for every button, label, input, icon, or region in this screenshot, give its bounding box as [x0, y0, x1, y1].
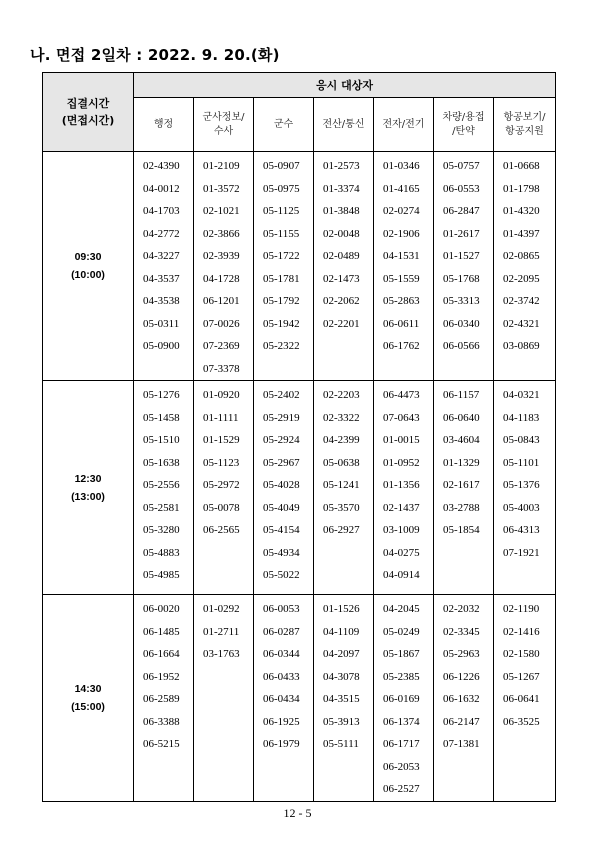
- applicant-id: 01-4320: [503, 205, 540, 217]
- applicant-id: 01-1329: [443, 456, 480, 469]
- applicant-id-cell: [194, 595, 254, 802]
- applicant-id: 06-0340: [443, 317, 480, 330]
- applicant-id: 01-1529: [203, 434, 240, 446]
- applicant-id: 06-0611: [383, 317, 420, 330]
- applicant-id: 06-1664: [143, 648, 180, 660]
- applicant-id: 06-0566: [443, 340, 480, 352]
- applicant-id: 05-4985: [143, 569, 180, 581]
- applicant-id: 05-2924: [263, 434, 300, 446]
- applicant-id: 02-3939: [203, 250, 240, 262]
- interview-schedule-table: [42, 72, 556, 802]
- applicant-id: 02-1437: [383, 501, 420, 514]
- applicant-id: 02-1021: [203, 205, 240, 217]
- applicant-id: 05-1854: [443, 524, 480, 536]
- applicant-id: 06-0169: [383, 693, 420, 705]
- applicant-id: 04-1703: [143, 205, 180, 217]
- applicant-id: 02-1473: [323, 272, 360, 285]
- applicant-id: 05-2385: [383, 670, 420, 683]
- applicant-id: 05-5111: [323, 738, 359, 750]
- applicant-id: 06-0344: [263, 648, 300, 660]
- applicant-id-cell: [374, 152, 434, 381]
- applicant-id: 06-2565: [203, 524, 240, 536]
- applicant-id-cell: [494, 381, 556, 595]
- applicant-id: 04-2097: [323, 648, 360, 660]
- applicant-id: 05-1276: [143, 389, 180, 401]
- applicant-id-cell: [314, 381, 374, 595]
- applicant-id: 06-0640: [443, 411, 480, 424]
- applicant-id: 05-1101: [503, 456, 540, 469]
- applicant-id: 03-0869: [503, 340, 540, 352]
- applicant-id: 02-1617: [443, 479, 480, 491]
- applicant-id: 06-0641: [503, 693, 540, 705]
- applicant-id: 05-1510: [143, 434, 180, 446]
- applicant-id: 05-2402: [263, 389, 300, 401]
- applicant-id: 05-0907: [263, 160, 300, 172]
- applicant-id: 01-1111: [203, 411, 239, 424]
- applicant-id: 05-2963: [443, 648, 480, 660]
- applicant-id: 05-5022: [263, 569, 300, 581]
- applicant-id: 02-3742: [503, 295, 540, 307]
- applicant-id: 04-0275: [383, 546, 420, 559]
- applicant-id-cell: [494, 595, 556, 802]
- applicant-id: 05-1942: [263, 317, 300, 330]
- applicant-id: 04-3227: [143, 250, 180, 262]
- applicant-id: 05-3280: [143, 524, 180, 536]
- category-label-line: 항공보기/: [503, 111, 546, 123]
- applicant-id: 06-0287: [263, 625, 300, 638]
- applicant-id: 05-0900: [143, 340, 180, 352]
- applicant-id: 05-4049: [263, 501, 300, 514]
- category-label-line: 전산/통신: [322, 118, 365, 130]
- category-label-line: 군수: [273, 118, 294, 130]
- applicant-id: 05-4028: [263, 479, 300, 491]
- applicant-id: 02-4390: [143, 160, 180, 172]
- applicant-id: 02-2201: [323, 317, 360, 330]
- applicant-id: 04-0914: [383, 569, 420, 581]
- applicant-id: 06-1925: [263, 715, 300, 728]
- applicant-id: 01-4397: [503, 227, 540, 240]
- applicant-id: 01-2573: [323, 160, 360, 172]
- applicant-id: 06-0434: [263, 693, 300, 705]
- applicant-id: 05-2863: [383, 295, 420, 307]
- applicant-id: 04-1183: [503, 411, 540, 424]
- applicant-id: 05-0638: [323, 456, 360, 469]
- interview-time: (10:00): [71, 269, 105, 281]
- category-header: [134, 98, 194, 152]
- applicant-id: 04-2399: [323, 434, 360, 446]
- applicant-id: 05-2919: [263, 411, 300, 424]
- applicant-id: 06-1952: [143, 670, 180, 683]
- applicant-id-cell: [434, 595, 494, 802]
- time-slot-cell: [43, 152, 134, 381]
- applicant-id: 06-2927: [323, 524, 360, 536]
- applicant-id: 05-0757: [443, 160, 480, 172]
- applicants-group-header: 응시 대상자: [134, 73, 556, 98]
- applicant-id-cell: [134, 381, 194, 595]
- applicant-id: 06-3525: [503, 715, 540, 728]
- applicant-id: 05-2581: [143, 501, 180, 514]
- assembly-time: 09:30: [74, 251, 102, 263]
- time-slot-row: [43, 381, 556, 595]
- applicant-id: 01-2617: [443, 227, 480, 240]
- applicant-id: 04-3538: [143, 295, 180, 307]
- applicant-id: 05-0078: [203, 501, 240, 514]
- applicant-id: 05-3313: [443, 295, 480, 307]
- assembly-time-label: 집결시간: [66, 97, 110, 110]
- time-slot-row: [43, 595, 556, 802]
- applicant-id: 04-3537: [143, 272, 180, 285]
- page-heading: 나. 면접 2일차 : 2022. 9. 20.(화): [30, 46, 280, 64]
- applicant-id: 02-1416: [503, 625, 540, 638]
- applicant-id: 07-1921: [503, 546, 540, 559]
- applicant-id: 06-1226: [443, 670, 480, 683]
- applicant-id-cell: [194, 381, 254, 595]
- applicant-id: 06-5215: [143, 738, 180, 750]
- applicant-id: 05-4154: [263, 524, 300, 536]
- applicant-id: 01-1526: [323, 603, 360, 615]
- assembly-time-header: [43, 73, 134, 152]
- applicant-id: 05-4003: [503, 501, 540, 514]
- applicant-id: 07-0026: [203, 317, 240, 330]
- applicant-id: 07-1381: [443, 738, 480, 750]
- applicant-id-cell: [434, 381, 494, 595]
- applicant-id: 06-4473: [383, 389, 420, 401]
- applicant-id: 02-3345: [443, 625, 480, 638]
- applicant-id: 05-2322: [263, 340, 300, 352]
- time-slot-cell: [43, 595, 134, 802]
- applicant-id: 06-1157: [443, 389, 480, 401]
- applicant-id: 06-2147: [443, 715, 480, 728]
- applicant-id: 05-4883: [143, 546, 180, 559]
- applicant-id: 06-1201: [203, 295, 240, 307]
- applicant-id: 05-1867: [383, 648, 420, 660]
- applicant-id: 06-0553: [443, 182, 480, 195]
- category-label-line: 수사: [213, 125, 234, 137]
- applicant-id: 06-0053: [263, 603, 300, 615]
- time-slot-cell: [43, 381, 134, 595]
- applicant-id-cell: [254, 381, 314, 595]
- interview-time-label: (면접시간): [61, 114, 115, 127]
- applicant-id: 05-1123: [203, 456, 240, 469]
- applicant-id: 04-1531: [383, 250, 420, 262]
- applicant-id: 05-0975: [263, 182, 300, 195]
- applicant-id: 04-1109: [323, 625, 360, 638]
- applicant-id: 05-2972: [203, 479, 240, 491]
- applicant-id: 04-1728: [203, 272, 240, 285]
- applicant-id: 05-3913: [323, 715, 360, 728]
- applicant-id: 06-1632: [443, 693, 480, 705]
- interview-time: (15:00): [71, 700, 105, 713]
- applicant-id: 02-0489: [323, 250, 360, 262]
- applicant-id: 01-2109: [203, 160, 240, 172]
- applicant-id: 06-1979: [263, 738, 300, 750]
- category-label-line: 군사정보/: [202, 111, 245, 123]
- applicant-id-cell: [374, 381, 434, 595]
- applicant-id: 05-3570: [323, 501, 360, 514]
- applicant-id: 01-0015: [383, 434, 420, 446]
- applicant-id: 05-1638: [143, 456, 180, 469]
- applicant-id: 01-0920: [203, 389, 240, 401]
- applicant-id: 01-0668: [503, 160, 540, 172]
- applicant-id: 05-2556: [143, 479, 180, 491]
- applicant-id: 06-2847: [443, 205, 480, 217]
- applicant-id: 02-3866: [203, 227, 240, 240]
- applicant-id: 05-1768: [443, 272, 480, 285]
- applicant-id: 04-3515: [323, 693, 360, 705]
- applicant-id: 02-2203: [323, 389, 360, 401]
- category-label-line: 항공지원: [505, 125, 544, 137]
- applicant-id: 01-1527: [443, 250, 480, 262]
- applicant-id: 02-1190: [503, 603, 540, 615]
- applicant-id-cell: [494, 152, 556, 381]
- applicant-id: 03-2788: [443, 501, 480, 514]
- applicant-id: 04-2045: [383, 603, 420, 615]
- applicant-id: 07-0643: [383, 411, 420, 424]
- applicant-id: 05-1267: [503, 670, 540, 683]
- category-header: [494, 98, 556, 152]
- applicant-id: 04-0321: [503, 389, 540, 401]
- applicant-id: 02-0274: [383, 205, 420, 217]
- applicant-id-cell: [254, 152, 314, 381]
- applicant-id: 01-2711: [203, 625, 240, 638]
- applicant-id: 05-0249: [383, 625, 420, 638]
- applicant-id: 01-1356: [383, 479, 420, 491]
- applicant-id: 05-0843: [503, 434, 540, 446]
- category-header: [374, 98, 434, 152]
- applicant-id-cell: [134, 152, 194, 381]
- assembly-time: 12:30: [74, 472, 102, 485]
- applicant-id-cell: [194, 152, 254, 381]
- category-header: [254, 98, 314, 152]
- applicant-id: 06-0020: [143, 603, 180, 615]
- applicant-id-cell: [434, 152, 494, 381]
- applicant-id: 06-2053: [383, 760, 420, 773]
- applicant-id: 05-1559: [383, 272, 420, 285]
- applicant-id: 05-2967: [263, 456, 300, 469]
- applicant-id: 02-0865: [503, 250, 540, 262]
- applicant-id: 06-1717: [383, 738, 420, 750]
- category-label-line: 행정: [153, 118, 174, 130]
- applicant-id: 04-0012: [143, 182, 180, 195]
- applicant-id: 02-4321: [503, 317, 540, 330]
- applicant-id: 06-1374: [383, 715, 420, 728]
- applicant-id: 05-1125: [263, 205, 300, 217]
- applicant-id: 02-3322: [323, 411, 360, 424]
- applicant-id: 05-1241: [323, 479, 360, 491]
- category-header: [314, 98, 374, 152]
- applicant-id: 07-2369: [203, 340, 240, 352]
- applicant-id: 02-1906: [383, 227, 420, 240]
- applicant-id: 07-3378: [203, 362, 240, 375]
- applicant-id: 01-3848: [323, 205, 360, 217]
- applicant-id: 03-1763: [203, 648, 240, 660]
- applicant-id: 01-4165: [383, 182, 420, 195]
- applicant-id: 01-0952: [383, 456, 420, 469]
- category-header: [434, 98, 494, 152]
- applicant-id: 05-0311: [143, 317, 180, 330]
- applicant-id: 06-1485: [143, 625, 180, 638]
- applicant-id-cell: [314, 595, 374, 802]
- applicant-id: 01-3374: [323, 182, 360, 195]
- category-header: [194, 98, 254, 152]
- applicant-id: 02-2095: [503, 272, 540, 285]
- applicant-id: 04-2772: [143, 227, 180, 240]
- applicant-id: 02-2032: [443, 603, 480, 615]
- applicant-id: 01-1798: [503, 182, 540, 195]
- applicant-id: 06-2589: [143, 693, 180, 705]
- applicant-id: 06-4313: [503, 524, 540, 536]
- time-slot-row: [43, 152, 556, 381]
- category-label-line: /탄약: [452, 125, 475, 137]
- interview-time: (13:00): [71, 490, 105, 503]
- applicant-id: 05-1155: [263, 227, 300, 240]
- applicant-id-cell: [254, 595, 314, 802]
- category-label-line: 전자/전기: [382, 118, 425, 130]
- applicant-id: 03-4604: [443, 434, 480, 446]
- applicant-id: 06-0433: [263, 670, 300, 683]
- applicant-id: 03-1009: [383, 524, 420, 536]
- applicant-id: 06-2527: [383, 783, 420, 795]
- applicant-id: 05-1781: [263, 272, 300, 285]
- applicant-id: 02-1580: [503, 648, 540, 660]
- applicant-id: 05-1376: [503, 479, 540, 491]
- applicant-id: 04-3078: [323, 670, 360, 683]
- page-number: 12 - 5: [283, 806, 312, 820]
- applicant-id: 02-2062: [323, 295, 360, 307]
- applicant-id-cell: [314, 152, 374, 381]
- applicant-id: 05-1722: [263, 250, 300, 262]
- applicant-id: 06-1762: [383, 340, 420, 352]
- applicant-id-cell: [374, 595, 434, 802]
- applicant-id: 05-1792: [263, 295, 300, 307]
- applicant-id: 01-0292: [203, 603, 240, 615]
- applicant-id: 05-4934: [263, 546, 300, 559]
- category-label-line: 차량/용접: [442, 111, 485, 123]
- applicant-id-cell: [134, 595, 194, 802]
- applicant-id: 02-0048: [323, 227, 360, 240]
- assembly-time: 14:30: [74, 682, 102, 695]
- applicant-id: 01-3572: [203, 182, 240, 195]
- applicant-id: 06-3388: [143, 715, 180, 728]
- applicant-id: 05-1458: [143, 411, 180, 424]
- applicant-id: 01-0346: [383, 160, 420, 172]
